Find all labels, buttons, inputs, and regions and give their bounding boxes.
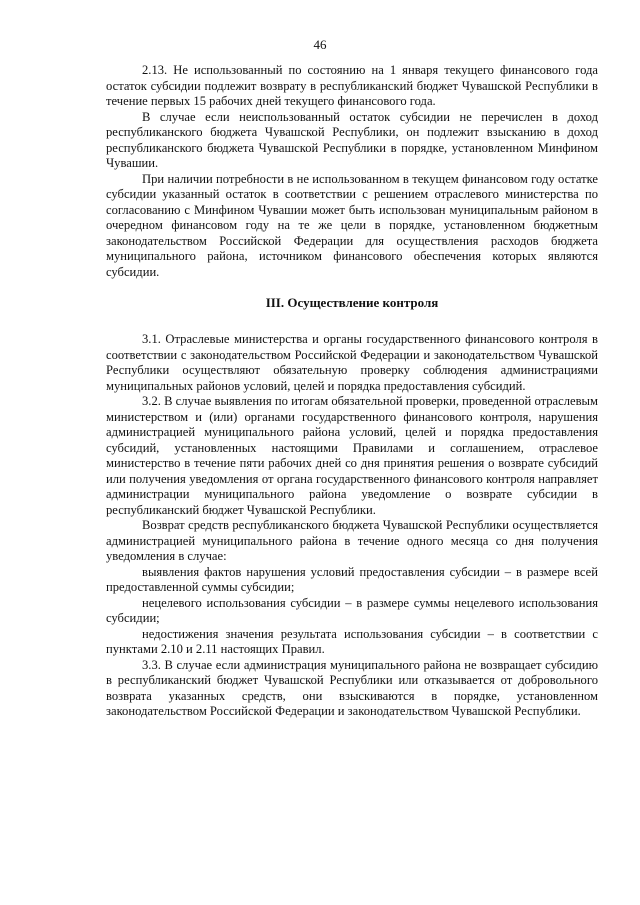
paragraph-balance-need: При наличии потребности в не использованном в текущем финансовом году остатке субсидии указанный остаток в соответствии с решением отраслевого министерства по согласованию с Минфином Чувашии может быть использован муниципальным районом в очередном финансовом году на те же цели в порядке, установленном бюджетным законодательством Российской Федерации для осуществления расходов бюджета муниципального района, источником финансового обеспечения которых являются субсидии. xyxy=(106,171,598,279)
paragraph-3-3: 3.3. В случае если администрация муниципального района не возвращает субсидию в республиканский бюджет Чувашской Республики или отказывается от добровольного возврата указанных средств, они взыскиваются в порядке, установленном законодательством Российской Федерации и законодательством Чувашской Республики. xyxy=(106,657,598,718)
paragraph-refund-case-violation: выявления фактов нарушения условий предоставления субсидии – в размере всей предоставленной суммы субсидии; xyxy=(106,564,598,594)
section-heading: III. Осуществление контроля xyxy=(265,295,439,310)
paragraph-3-1: 3.1. Отраслевые министерства и органы государственного финансового контроля в соответствии с законодательством Российской Федерации и законодательством Чувашской Республики осуществляют обязательную проверку соблюдения администрациями муниципальных районов условий, целей и порядка предоставления субсидий. xyxy=(106,332,598,393)
paragraph-refund-case-result: недостижения значения результата использования субсидии – в соответствии с пунктами 2.10 и 2.11 настоящих Правил. xyxy=(106,626,598,656)
paragraph-refund-case-misuse: нецелевого использования субсидии – в размере суммы нецелевого использования субсидии; xyxy=(106,595,598,625)
paragraph-refund: Возврат средств республиканского бюджета Чувашской Республики осуществляется администрацией муниципального района в течение одного месяца со дня получения уведомления в случае: xyxy=(106,518,598,563)
paragraph-unspent-balance: В случае если неиспользованный остаток субсидии не перечислен в доход республиканского бюджета Чувашской Республики, он подлежит взысканию в доход республиканского бюджета Чувашской Республики в порядке, установленном Минфином Чувашии. xyxy=(106,109,598,170)
page-number: 46 xyxy=(313,37,327,52)
paragraph-2-13: 2.13. Не использованный по состоянию на 1 января текущего финансового года остаток субсидии подлежит возврату в республиканский бюджет Чувашской Республики в течение первых 15 рабочих дней текущего финансового года. xyxy=(106,63,598,108)
paragraph-3-2: 3.2. В случае выявления по итогам обязательной проверки, проведенной отраслевым министерством и (или) органами государственного финансового контроля, нарушения администрацией муниципального района условий, целей и порядка предоставления субсидий, установленных настоящими Правилами и соглашением, отраслевое министерство в течение пяти рабочих дней со дня принятия решения о возврате субсидий или получения уведомления от органа государственного финансового контроля направляет администрации муниципального района уведомление о возврате субсидии в республиканский бюджет Чувашской Республики. xyxy=(106,394,598,517)
page-content xyxy=(106,63,598,720)
